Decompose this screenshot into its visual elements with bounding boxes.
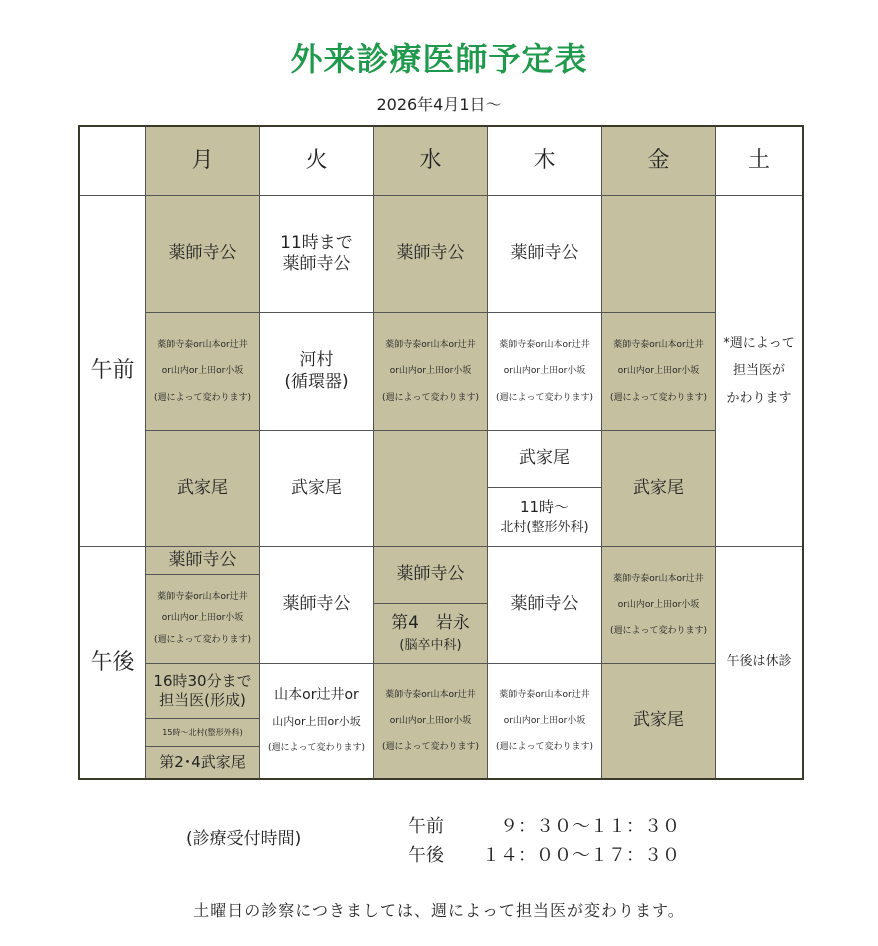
- pm-mon-rotation-note: (週によって変わります): [153, 634, 252, 645]
- pm2-fri: 武家尾: [601, 663, 715, 778]
- hours-label: (診療受付時間): [186, 829, 302, 849]
- pm2-mon-middle: 15時〜北村(整形外科): [145, 718, 259, 746]
- period-afternoon: 午後: [80, 546, 145, 778]
- am2-wed-line2: or山内or上田or小坂: [389, 366, 472, 377]
- effective-date: 2026年4月1日〜: [376, 95, 502, 114]
- hours-morning-label: 午前: [408, 816, 444, 837]
- am-sat-line1: *週によって: [723, 336, 795, 352]
- am-sat-line2: 担当医が: [732, 363, 785, 379]
- pm2-mon-line2: 担当医(形成): [159, 691, 246, 709]
- am2-thu-line1: 薬師寺泰or山本or辻井: [499, 340, 590, 351]
- am3-mon: 武家尾: [145, 430, 259, 546]
- pm2-tue-line2: 山内or上田or小坂: [272, 714, 361, 728]
- pm2-thu-line2: or山内or上田or小坂: [503, 715, 586, 726]
- hours-afternoon-label: 午後: [408, 845, 444, 866]
- am3-thu-bottom: [487, 487, 601, 546]
- pm2-wed-note: (週によって変わります): [381, 742, 480, 753]
- am1-tue: [259, 195, 373, 312]
- corner-cell: [80, 127, 145, 195]
- pm1-wed-bottom: [373, 603, 487, 663]
- am1-fri: [601, 195, 715, 312]
- am2-wed: [373, 312, 487, 430]
- header-wed: 水: [373, 127, 487, 195]
- pm1-thu: 薬師寺公: [487, 546, 601, 663]
- am-sat-line3: かわります: [726, 390, 792, 406]
- pm1-wed-top: 薬師寺公: [373, 546, 487, 603]
- am3-tue: 武家尾: [259, 430, 373, 546]
- pm-mon-rotation-line2: or山内or上田or小坂: [161, 613, 244, 624]
- pm2-thu: [487, 663, 601, 778]
- am3-thu-bottom-line2: 北村(整形外科): [500, 520, 589, 536]
- am2-thu-line2: or山内or上田or小坂: [503, 366, 586, 377]
- am3-wed: [373, 430, 487, 546]
- am2-fri: [601, 312, 715, 430]
- am2-tue: [259, 312, 373, 430]
- am1-wed: 薬師寺公: [373, 195, 487, 312]
- am1-tue-line1: 11時まで: [280, 232, 353, 253]
- am3-thu-top: 武家尾: [487, 430, 601, 487]
- am2-mon-line2: or山内or上田or小坂: [161, 366, 244, 377]
- pm2-mon-upper: [145, 663, 259, 718]
- pm1-fri-line2: or山内or上田or小坂: [617, 599, 700, 610]
- pm-mon-rotation: [145, 574, 259, 663]
- am2-thu: [487, 312, 601, 430]
- pm2-tue: [259, 663, 373, 778]
- am2-wed-line1: 薬師寺泰or山本or辻井: [385, 340, 476, 351]
- header-fri: 金: [601, 127, 715, 195]
- pm2-mon-line1: 16時30分まで: [153, 672, 252, 691]
- pm1-fri-line1: 薬師寺泰or山本or辻井: [613, 573, 704, 584]
- header-thu: 木: [487, 127, 601, 195]
- pm2-thu-note: (週によって変わります): [495, 742, 594, 753]
- header-tue: 火: [259, 127, 373, 195]
- pm1-fri: [601, 546, 715, 663]
- header-sat: 土: [715, 127, 802, 195]
- pm-mon-rotation-line1: 薬師寺泰or山本or辻井: [157, 591, 248, 602]
- am2-fri-line2: or山内or上田or小坂: [617, 366, 700, 377]
- pm2-wed: [373, 663, 487, 778]
- pm1-wed-bottom-line2: (脳卒中科): [399, 638, 462, 653]
- hours-morning: [408, 812, 680, 838]
- pm2-mon-bottom: 第2･4武家尾: [145, 746, 259, 778]
- pm2-wed-line1: 薬師寺泰or山本or辻井: [385, 689, 476, 700]
- am2-fri-note: (週によって変わります): [609, 392, 708, 403]
- pm2-thu-line1: 薬師寺泰or山本or辻井: [499, 689, 590, 700]
- am2-wed-note: (週によって変わります): [381, 392, 480, 403]
- pm1-tue: 薬師寺公: [259, 546, 373, 663]
- pm-mon-top: 薬師寺公: [145, 546, 259, 574]
- am1-thu: 薬師寺公: [487, 195, 601, 312]
- footer-note: 土曜日の診察につきましては、週によって担当医が変わります。: [193, 901, 685, 920]
- pm1-wed-bottom-line1: 第4 岩永: [391, 612, 470, 633]
- am1-tue-line2: 薬師寺公: [282, 254, 351, 274]
- hours-afternoon-time: １４：００〜１７：３０: [482, 845, 680, 866]
- header-mon: 月: [145, 127, 259, 195]
- pm2-tue-line1: 山本or辻井or: [274, 686, 359, 703]
- am3-thu-bottom-line1: 11時〜: [519, 497, 570, 516]
- am2-tue-line2: (循環器): [284, 371, 349, 392]
- period-morning: 午前: [80, 195, 145, 546]
- schedule-table: [78, 125, 804, 780]
- pm2-wed-line2: or山内or上田or小坂: [389, 715, 472, 726]
- am2-fri-line1: 薬師寺泰or山本or辻井: [613, 340, 704, 351]
- am3-fri: 武家尾: [601, 430, 715, 546]
- am-sat: [715, 195, 802, 546]
- hours-afternoon: [408, 841, 680, 867]
- pm-sat: 午後は休診: [715, 546, 802, 778]
- pm1-fri-note: (週によって変わります): [609, 626, 708, 637]
- page-title: 外来診療医師予定表: [290, 40, 588, 78]
- am2-thu-note: (週によって変わります): [495, 392, 594, 403]
- am2-mon-line1: 薬師寺泰or山本or辻井: [157, 340, 248, 351]
- pm2-tue-note: (週によって変わります): [267, 743, 366, 754]
- am2-mon-note: (週によって変わります): [153, 392, 252, 403]
- am1-mon: 薬師寺公: [145, 195, 259, 312]
- am2-mon: [145, 312, 259, 430]
- am2-tue-line1: 河村: [299, 350, 334, 371]
- hours-morning-time: ９：３０〜１１：３０: [500, 816, 680, 837]
